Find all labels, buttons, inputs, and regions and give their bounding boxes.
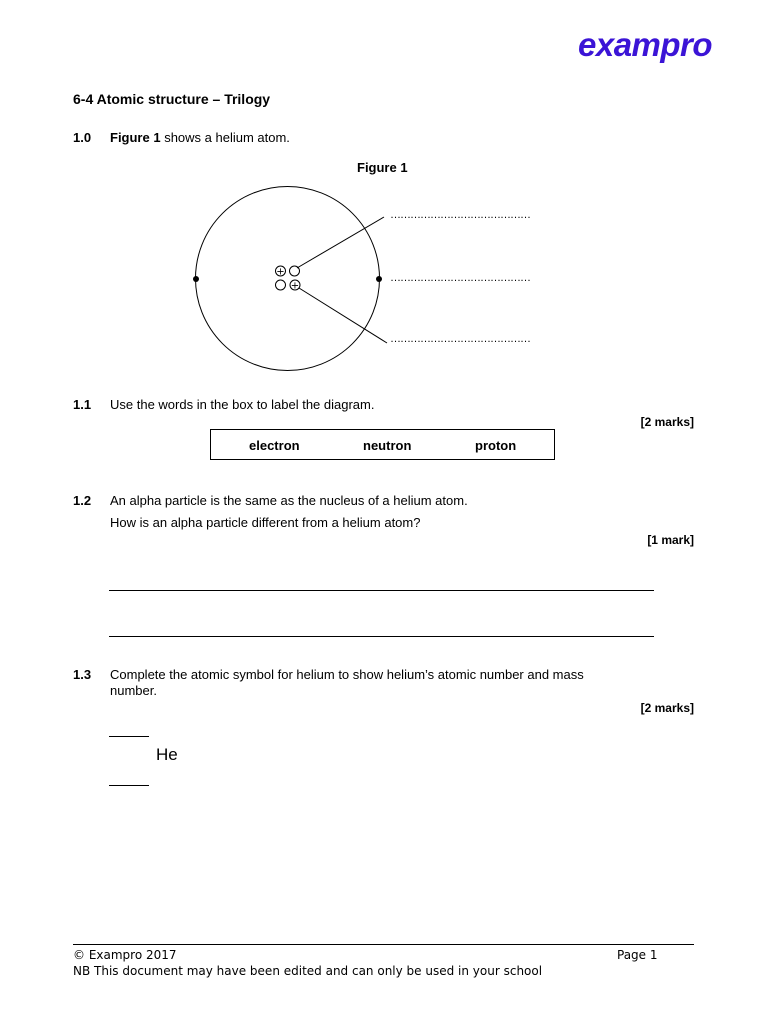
- atomic-number-blank[interactable]: [109, 785, 149, 786]
- page-title: 6-4 Atomic structure – Trilogy: [73, 91, 271, 107]
- question-1-2-marks: [1 mark]: [647, 533, 694, 547]
- question-1-3-text-line2: number.: [110, 683, 157, 698]
- question-1-3-text-line1: Complete the atomic symbol for helium to show helium’s atomic number and mass: [110, 667, 584, 682]
- exampro-logo: exampro: [578, 26, 713, 63]
- electron-orbit: [196, 187, 380, 371]
- question-number-1-3: 1.3: [73, 667, 92, 682]
- electron-left: [193, 276, 199, 282]
- footer-page-number: Page 1: [617, 948, 658, 962]
- label-line-top[interactable]: ……………………………………: [390, 209, 530, 221]
- question-1-1-text: Use the words in the box to label the diagram.: [110, 397, 375, 412]
- proton-sign-1: +: [276, 266, 285, 278]
- question-1-0-text: [110, 130, 290, 145]
- figure-reference: Figure 1: [110, 130, 161, 145]
- question-1-1-marks: [2 marks]: [640, 415, 694, 429]
- question-1-2-text-line2: How is an alpha particle different from a helium atom?: [110, 515, 421, 530]
- word-electron: electron: [249, 438, 300, 453]
- pointer-line-top: [297, 217, 384, 268]
- neutron-particle-2: [276, 280, 286, 290]
- footer-notice: NB This document may have been edited and can only be used in your school: [73, 964, 543, 978]
- nucleus: [276, 266, 301, 292]
- label-line-middle[interactable]: ……………………………………: [390, 272, 530, 284]
- answer-line-2[interactable]: [109, 636, 654, 637]
- figure-caption: Figure 1: [357, 160, 408, 175]
- question-1-2-text-line1: An alpha particle is the same as the nucleus of a helium atom.: [110, 493, 468, 508]
- word-neutron: neutron: [363, 438, 412, 453]
- electron-right: [376, 276, 382, 282]
- question-1-3-marks: [2 marks]: [640, 701, 694, 715]
- question-number-1-1: 1.1: [73, 397, 92, 412]
- label-line-bottom[interactable]: ……………………………………: [390, 333, 530, 345]
- question-number-1-2: 1.2: [73, 493, 92, 508]
- question-1-0-rest: shows a helium atom.: [160, 130, 290, 145]
- proton-sign-2: +: [290, 280, 300, 292]
- word-proton: proton: [475, 438, 517, 453]
- word-box: [210, 429, 555, 460]
- pointer-line-bottom: [299, 288, 387, 343]
- mass-number-blank[interactable]: [109, 736, 149, 737]
- footer-divider: [73, 944, 694, 945]
- question-number-1-0: 1.0: [73, 130, 92, 145]
- footer-copyright: © Exampro 2017: [73, 948, 177, 962]
- answer-line-1[interactable]: [109, 590, 654, 591]
- element-symbol: He: [156, 745, 178, 764]
